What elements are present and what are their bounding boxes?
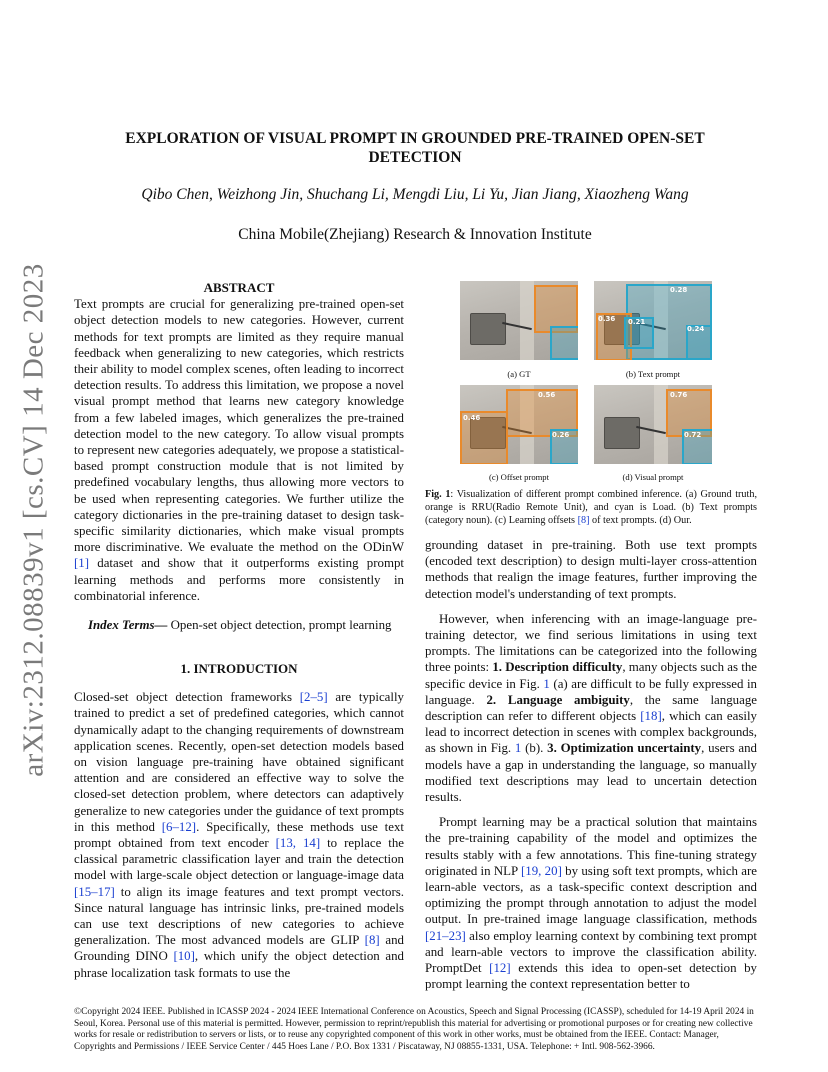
arxiv-sidebar (14, 260, 54, 780)
confidence-score: 0.76 (670, 391, 688, 399)
panel-caption-c: (c) Offset prompt (489, 472, 549, 482)
citation-link[interactable]: [15–17] (74, 884, 115, 899)
abstract-text: Text prompts are crucial for generalizing pre-trained open-set object detection models to new categories. However, current methods for text prompts are limited as they require manual feedback when generalizing to new categories, which restricts their ability to model complex scenes, often leading to incorrect detection results. To address this limitation, we propose a novel visual prompt method that learns new category knowledge from a few labeled images, which generalizes the pre-trained detection model to the new category. To allow visual prompts to represent new categories adequately, we propose a statistical-based prompt construction module that is not limited by predefined vocabulary lengths, thus allowing more vectors to be used when representing categories. We further utilize the category dictionaries in the pre-training dataset to design task-specific similarity dictionaries, which make visual prompts more discriminative. We evaluate the method on the ODinW [1] dataset and show that it outperforms existing prompt learning methods and performs more consistently in combinatorial inference. (74, 297, 404, 603)
figure-caption: Fig. 1: Visualization of different prompt combined inference. (a) Ground truth, orange is RRU(Radio Remote Unit), and cyan is Load. (b) Text prompts (category noun). (c) Learning offsets [8] of text prompts. (d) Our. (425, 489, 758, 526)
confidence-score: 0.24 (687, 325, 705, 333)
citation-link[interactable]: [12] (489, 961, 511, 976)
figure-panel-visual-prompt (594, 385, 712, 464)
load-box (550, 326, 578, 360)
citation-link[interactable]: [10] (173, 949, 195, 964)
figure-panel-gt (460, 281, 578, 360)
confidence-score: 0.72 (684, 431, 702, 439)
arxiv-identifier: arXiv:2312.08839v1 [cs.CV] 14 Dec 2023 (17, 263, 50, 777)
abstract-section (74, 280, 404, 633)
citation-link[interactable]: [8] (577, 515, 590, 526)
citation-link[interactable]: [8] (364, 933, 380, 948)
paper-title: EXPLORATION OF VISUAL PROMPT IN GROUNDED PRE-TRAINED OPEN-SET DETECTION (125, 130, 705, 166)
citation-link[interactable]: [19, 20] (521, 863, 562, 878)
confidence-score: 0.46 (463, 414, 481, 422)
panel-caption-b: (b) Text prompt (625, 369, 681, 379)
panel-caption-a: (a) GT (507, 369, 531, 379)
introduction-heading: 1. INTRODUCTION (180, 661, 298, 676)
right-column-text (425, 537, 757, 992)
copyright-footer: ©Copyright 2024 IEEE. Published in ICASSP 2024 - 2024 IEEE International Conference on Acoustics, Speech and Signal Processing (ICASSP), scheduled for 14-19 April 2024 in Seoul, Korea. Personal use of this material is permitted. However, permission to reprint/republish this material for advertising or promotional purposes or for creating new collective works for resale or redistribution to servers or lists, or to reuse any copyrighted component of this work in other works, must be obtained from the IEEE. Contact: Manager, Copyrights and Permissions / IEEE Service Center / 445 Hoes Lane / P.O. Box 1331 / Piscataway, NJ 08855-1331, USA. Telephone: + Intl. 908-562-3966. (74, 1007, 754, 1052)
figure-1 (460, 281, 724, 486)
citation-link[interactable]: [18] (640, 709, 662, 724)
figure-panel-text-prompt (594, 281, 712, 360)
confidence-score: 0.28 (670, 286, 688, 294)
figure-link[interactable]: 1 (543, 676, 550, 691)
index-terms: Index Terms— Open-set object detection, prompt learning (88, 618, 392, 633)
intro-paragraph-3: Prompt learning may be a practical solution that maintains the pre-training capability of the model and optimizes the results stably with a few annotations. This fine-tuning strategy originated in NLP [19, 20] by using soft text prompts, which are learn-able vectors, as a task-specific context description and optimizing the prompt through annotation to adjust the model output. In pre-trained image language classification, methods [21–23] also employ learning context by combining text prompt and learn-able vectors to improve the classification ability. PromptDet [12] extends this idea to open-set detection by prompt learning the context representation better to (425, 815, 758, 992)
confidence-score: 0.36 (598, 315, 616, 323)
citation-link[interactable]: [1] (74, 556, 90, 571)
citation-link[interactable]: [13, 14] (275, 836, 321, 851)
author-list: Qibo Chen, Weizhong Jin, Shuchang Li, Mengdi Liu, Li Yu, Jian Jiang, Xiaozheng Wang (141, 186, 689, 203)
intro-paragraph-2: However, when inferencing with an image-language pre-training detector, we find serious limitations in using text prompts. The limitations can be categorized into the following three points: 1. Description difficulty, many objects such as the specific device in Fig. 1 (a) are difficult to be fully expressed in language. 2. Language ambiguity, the same language description can refer to different objects [18], which can easily lead to incorrect detection in scenes with complex backgrounds, as shown in Fig. 1 (b). 3. Optimization uncertainty, users and models have a gap in understanding the language, so manually modified text descriptions may lead to uncertain detection results. (425, 611, 757, 805)
introduction-section (74, 661, 404, 981)
citation-link[interactable]: [2–5] (299, 690, 328, 705)
figure-link[interactable]: 1 (514, 741, 522, 756)
abstract-heading: ABSTRACT (203, 280, 275, 295)
confidence-score: 0.26 (552, 431, 570, 439)
affiliation: China Mobile(Zhejiang) Research & Innovation Institute (238, 226, 592, 243)
intro-paragraph-continued: grounding dataset in pre-training. Both use text prompts (encoded text description) to design multi-layer cross-attention methods that realign the image features, further improving the detection model's understanding of text prompts. (425, 538, 757, 601)
confidence-score: 0.21 (628, 318, 646, 326)
citation-link[interactable]: [21–23] (425, 928, 466, 943)
intro-paragraph-1: Closed-set object detection frameworks [2–5] are typically trained to predict a set of predefined categories, which cannot dynamically adapt to the changing requirements of downstream application scenes. Recently, open-set detection models based on vision language pre-training have obtained significant attention and are considered an effective way to solve the closed-set detection problem, where detectors can adaptively generalize to new categories under the guidance of text prompts in this method [6–12]. Specifically, these methods use text prompt obtained from text encoder [13, 14] to replace the classical parametric classification layer and train the detection model with large-scale object detection or language-image data [15–17] to align its image features and text prompt vectors. Since natural language has intrinsic links, pre-trained models can use text descriptions of new categories to achieve generalization. The most advanced models are GLIP [8] and Grounding DINO [10], which unify the object detection and phrase localization task formats to use the (74, 690, 405, 980)
confidence-score: 0.56 (538, 391, 556, 399)
figure-panel-offset-prompt (460, 385, 578, 464)
panel-caption-d: (d) Visual prompt (622, 472, 684, 482)
citation-link[interactable]: [6–12] (161, 819, 197, 834)
